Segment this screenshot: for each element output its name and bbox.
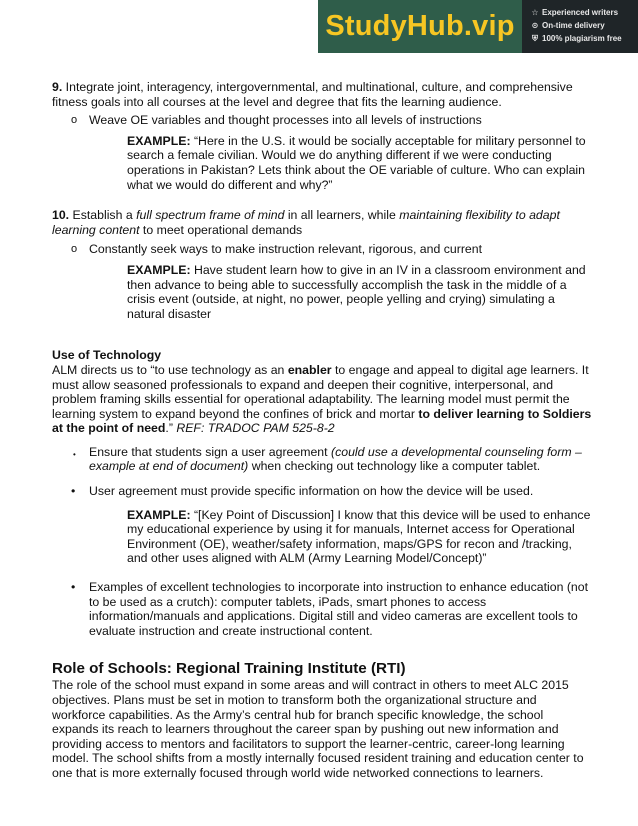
circle-bullet-icon: o (71, 243, 78, 256)
bullet-text: when checking out technology like a computer tablet. (248, 459, 541, 474)
item-text: to meet operational demands (139, 222, 303, 237)
item-text: Integrate joint, interagency, intergovernmental, and multinational, culture, and comprehensive fitness goals into all courses at the level and degree that fits the learning audience. (52, 80, 573, 109)
bullet-text: User agreement must provide specific information on how the device will be used. (89, 484, 534, 499)
feature-label: Experienced writers (542, 8, 619, 17)
star-icon: ☆ (531, 8, 539, 17)
technology-bullet-1 (52, 445, 592, 474)
item-10-subpoint (52, 242, 592, 257)
item-10-paragraph (52, 208, 592, 237)
example-text: “[Key Point of Discussion] I know that this device will be used to enhance my educational experience by using it for manuals, Internet access for Operational Environment (OE), weather/safety information, maps/GPS for recon and /tracking, and other uses aligned with ALM (Army Learning Model/Concept)” (127, 507, 591, 566)
paragraph-text: ALM directs us to “to use technology as an (52, 362, 288, 377)
bullet-icon: • (71, 580, 76, 595)
item-text: in all learners, while (284, 208, 400, 223)
paragraph-bold: to deliver learning to Soldiers at the point of need (52, 406, 592, 436)
studyhub-banner[interactable] (318, 0, 638, 53)
item-number: 10. (52, 208, 70, 223)
logo-text: StudyHub.vip (325, 10, 515, 42)
feature-label: On-time delivery (542, 21, 605, 30)
reference-text: REF: TRADOC PAM 525-8-2 (176, 421, 335, 436)
item-italic: full spectrum frame of mind (136, 208, 285, 223)
item-italic: maintaining flexibility to adapt learning content (52, 208, 560, 237)
clock-icon: ⊙ (531, 21, 539, 30)
feature-plagiarism-free (530, 32, 638, 45)
paragraph-bold: enabler (287, 362, 332, 377)
example-label: EXAMPLE: (127, 262, 191, 277)
paragraph-text: .” (165, 421, 177, 436)
circle-bullet-icon: o (71, 114, 78, 127)
item-number: 9. (52, 80, 63, 94)
feature-label: 100% plagiarism free (542, 34, 622, 43)
subpoint-text: Constantly seek ways to make instruction relevant, rigorous, and current (89, 242, 483, 257)
item-10-example (52, 263, 592, 321)
banner-features (522, 0, 638, 53)
item-9-example (52, 134, 592, 192)
technology-paragraph (52, 363, 592, 436)
bullet-italic: (could use a developmental counseling form – example at end of document) (89, 444, 582, 474)
bullet-text: Ensure that students sign a user agreement (89, 444, 331, 459)
subpoint-text: Weave OE variables and thought processes into all levels of instructions (89, 113, 482, 128)
bullet-icon: • (71, 484, 76, 499)
shield-icon: ⛨ (532, 33, 538, 43)
paragraph-text: to engage and appeal to digital age learners. It must allow seasoned professionals to expand and deepen their cognitive, interpersonal, and problem framing skills essential for operational adaptability. The learning model must permit the learning system to expand beyond the confines of brick and mortar (52, 362, 589, 421)
example-text: Have student learn how to give in an IV in a classroom environment and then advance to being able to successfully accomplish the task in the middle of a crisis event (outside, at night, no power, people yelling and crying) simulating a natural disaster (127, 262, 586, 321)
feature-on-time-delivery (530, 19, 638, 32)
example-label: EXAMPLE: (127, 507, 191, 522)
item-9-subpoint (52, 113, 592, 128)
feature-experienced-writers (530, 6, 638, 19)
schools-paragraph: The role of the school must expand in some areas and will contract in others to meet ALC 2015 objectives. Plans must be set in motion to transform both the organizational structure and workforce capabilities. As the Army’s central hub for branch specific knowledge, the school expands its reach to learners throughout the career span by pushing out new information and providing access to mentors and facilitators to support the learner-centric, career-long learning model. The school shifts from a mostly internally focused resident training and education center to one that is more externally focused through world wide networked connections to learners. (52, 678, 584, 780)
bullet-text: Examples of excellent technologies to incorporate into instruction to enhance education (not to be used as a crutch): computer tablets, iPads, smart phones to access information/manuals and applications. Digital still and video cameras are excellent tools to evaluate instruction and create instructional content. (89, 580, 589, 638)
bullet-icon: • (73, 449, 76, 459)
example-text: “Here in the U.S. it would be socially acceptable for military personnel to search a female civilian. Would we do anything different if we were conducting operations in Pakistan? Lets think about the OE variable of culture. Who can explain what we would do different and why?” (127, 133, 586, 192)
document-body (52, 80, 592, 781)
technology-bullet-3 (52, 580, 592, 638)
technology-example (52, 508, 592, 566)
item-text: Establish a (69, 208, 137, 223)
schools-heading: Role of Schools: Regional Training Institute (RTI) (52, 660, 406, 678)
technology-bullet-2 (52, 484, 592, 499)
studyhub-logo[interactable] (318, 0, 522, 53)
technology-heading: Use of Technology (52, 348, 162, 363)
item-9-paragraph (52, 80, 592, 109)
example-label: EXAMPLE: (127, 133, 191, 148)
